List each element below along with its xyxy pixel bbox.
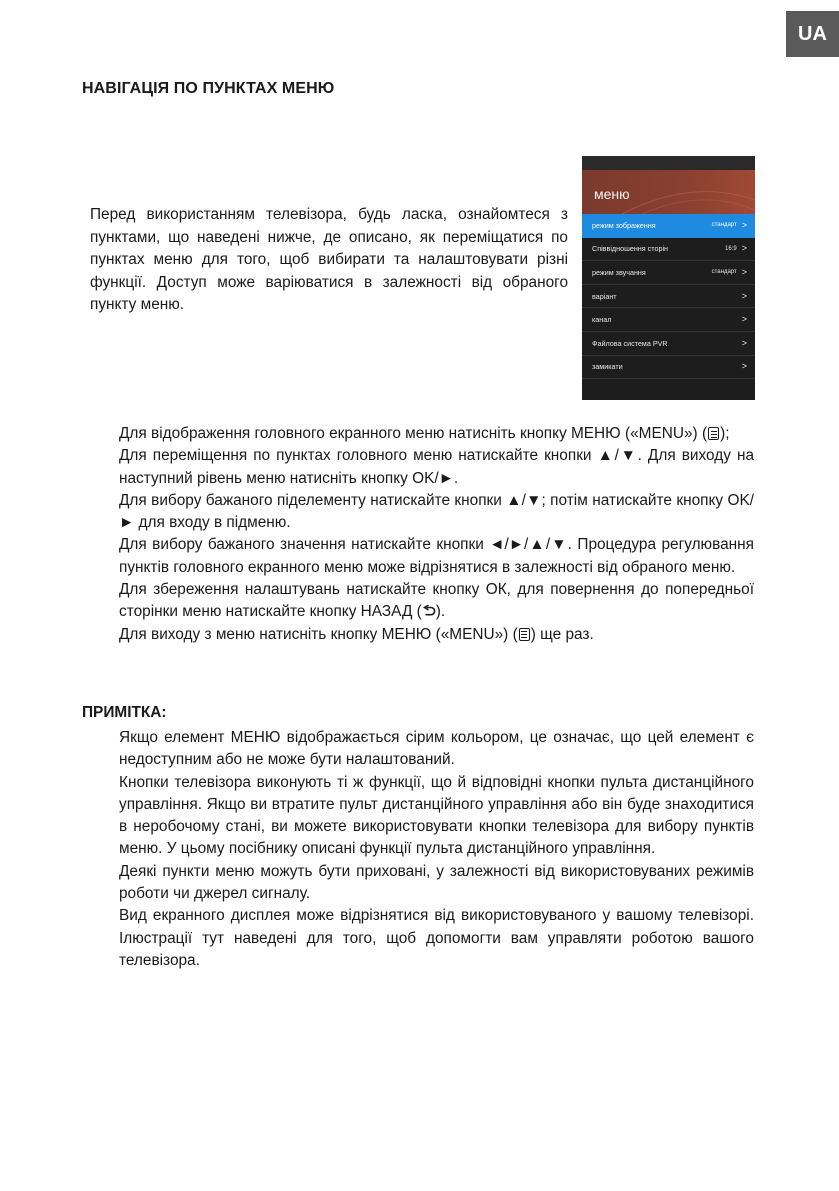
instruction-text: Для відображення головного екранного меню натисніть кнопку МЕНЮ («MENU») (	[119, 425, 708, 442]
note-item: Якщо елемент МЕНЮ відображається сірим кольором, це означає, що цей елемент є недоступним або не може бути налаштований.	[119, 729, 754, 769]
instruction-navigate: Для переміщення по пунктах головного меню натискайте кнопки ▲/▼. Для виходу на наступний рівень меню натисніть кнопку OK/►.	[119, 447, 754, 487]
chevron-right-icon: >	[741, 314, 747, 325]
menu-item-aspect-ratio[interactable]	[582, 238, 755, 262]
menu-item-sound-mode[interactable]	[582, 261, 755, 285]
note-item: Кнопки телевізора виконують ті ж функції, що й відповідні кнопки пульта дистанційного управління. Якщо ви втратите пульт дистанційного управління або він буде знаходитися в неробочому стані, ви можете використовувати кнопки телевізора для вибору пунктів меню. У цьому посібнику описані функції пульта дистанційного управління.	[119, 773, 754, 858]
tv-menu-title: меню	[594, 186, 630, 202]
menu-item-label: режим зображення	[592, 220, 656, 230]
menu-item-value: стандарт	[711, 222, 737, 229]
tv-menu-illustration	[582, 156, 755, 400]
instruction-save-back	[119, 579, 754, 624]
chevron-right-icon: >	[741, 243, 747, 254]
menu-item-label: Співвідношення сторін	[592, 244, 669, 254]
language-badge: UA	[786, 11, 839, 57]
menu-list-icon	[519, 628, 530, 641]
instruction-select-value: Для вибору бажаного значення натискайте кнопки ◄/►/▲/▼. Процедура регулювання пунктів головного екранного меню може відрізнятися в залежності від обраного меню.	[119, 536, 754, 576]
instruction-text: ).	[435, 603, 446, 621]
instruction-text: Для виходу з меню натисніть кнопку МЕНЮ («MENU») (	[119, 625, 518, 643]
instruction-exit	[119, 624, 754, 646]
menu-item-pvr-file-system[interactable]	[582, 332, 755, 356]
chevron-right-icon: >	[741, 337, 747, 348]
menu-item-label: Файлова система PVR	[592, 338, 668, 348]
menu-item-label: замикати	[592, 362, 623, 372]
menu-item-value: 16:9	[725, 245, 737, 252]
note-item: Деякі пункти меню можуть бути приховані, у залежності від використовуваних режимів роботи чи джерел сигналу.	[119, 862, 754, 903]
note-title: ПРИМІТКА:	[82, 704, 167, 721]
section-title: НАВІГАЦІЯ ПО ПУНКТАХ МЕНЮ	[82, 80, 335, 97]
instruction-open-menu	[119, 423, 754, 445]
menu-item-picture-mode[interactable]	[582, 214, 755, 238]
note-list	[119, 727, 754, 972]
chevron-right-icon: >	[741, 219, 747, 230]
menu-item-channel[interactable]	[582, 308, 755, 332]
tv-menu-top-band	[582, 156, 755, 170]
menu-item-lock[interactable]	[582, 356, 755, 380]
instruction-text: Для збереження налаштувань натискайте кнопку ОК, для повернення до попередньої сторінки меню натискайте кнопку НАЗАД (	[119, 581, 754, 621]
menu-item-label: канал	[592, 315, 612, 325]
chevron-right-icon: >	[741, 266, 747, 277]
menu-item-option[interactable]	[582, 285, 755, 309]
instruction-text: ) ще раз.	[530, 625, 594, 643]
back-arrow-icon	[422, 605, 436, 618]
instruction-select-subitem: Для вибору бажаного піделементу натискайте кнопки ▲/▼; потім натискайте кнопку OK/► для входу в підменю.	[119, 491, 754, 532]
chevron-right-icon: >	[741, 290, 747, 301]
menu-item-value: стандарт	[711, 269, 737, 276]
chevron-right-icon: >	[741, 361, 747, 372]
note-item: Вид екранного дисплея може відрізнятися від використовуваного у вашому телевізорі. Ілюстрації тут наведені для того, щоб допомогти вам управляти роботою вашого телевізора.	[119, 907, 754, 969]
menu-item-label: варіант	[592, 291, 617, 301]
instruction-list	[119, 423, 754, 646]
menu-item-label: режим звучання	[592, 267, 646, 277]
instruction-text: );	[720, 425, 730, 442]
tv-menu-list	[582, 214, 755, 379]
menu-list-icon	[708, 427, 719, 440]
intro-paragraph: Перед використанням телевізора, будь ласка, ознайомтеся з пунктами, що наведені нижче, де описано, як переміщатися по пунктах меню для того, щоб вибирати та налаштовувати різні функції. Доступ може варіюватися в залежності від обраного пункту меню.	[90, 206, 568, 314]
